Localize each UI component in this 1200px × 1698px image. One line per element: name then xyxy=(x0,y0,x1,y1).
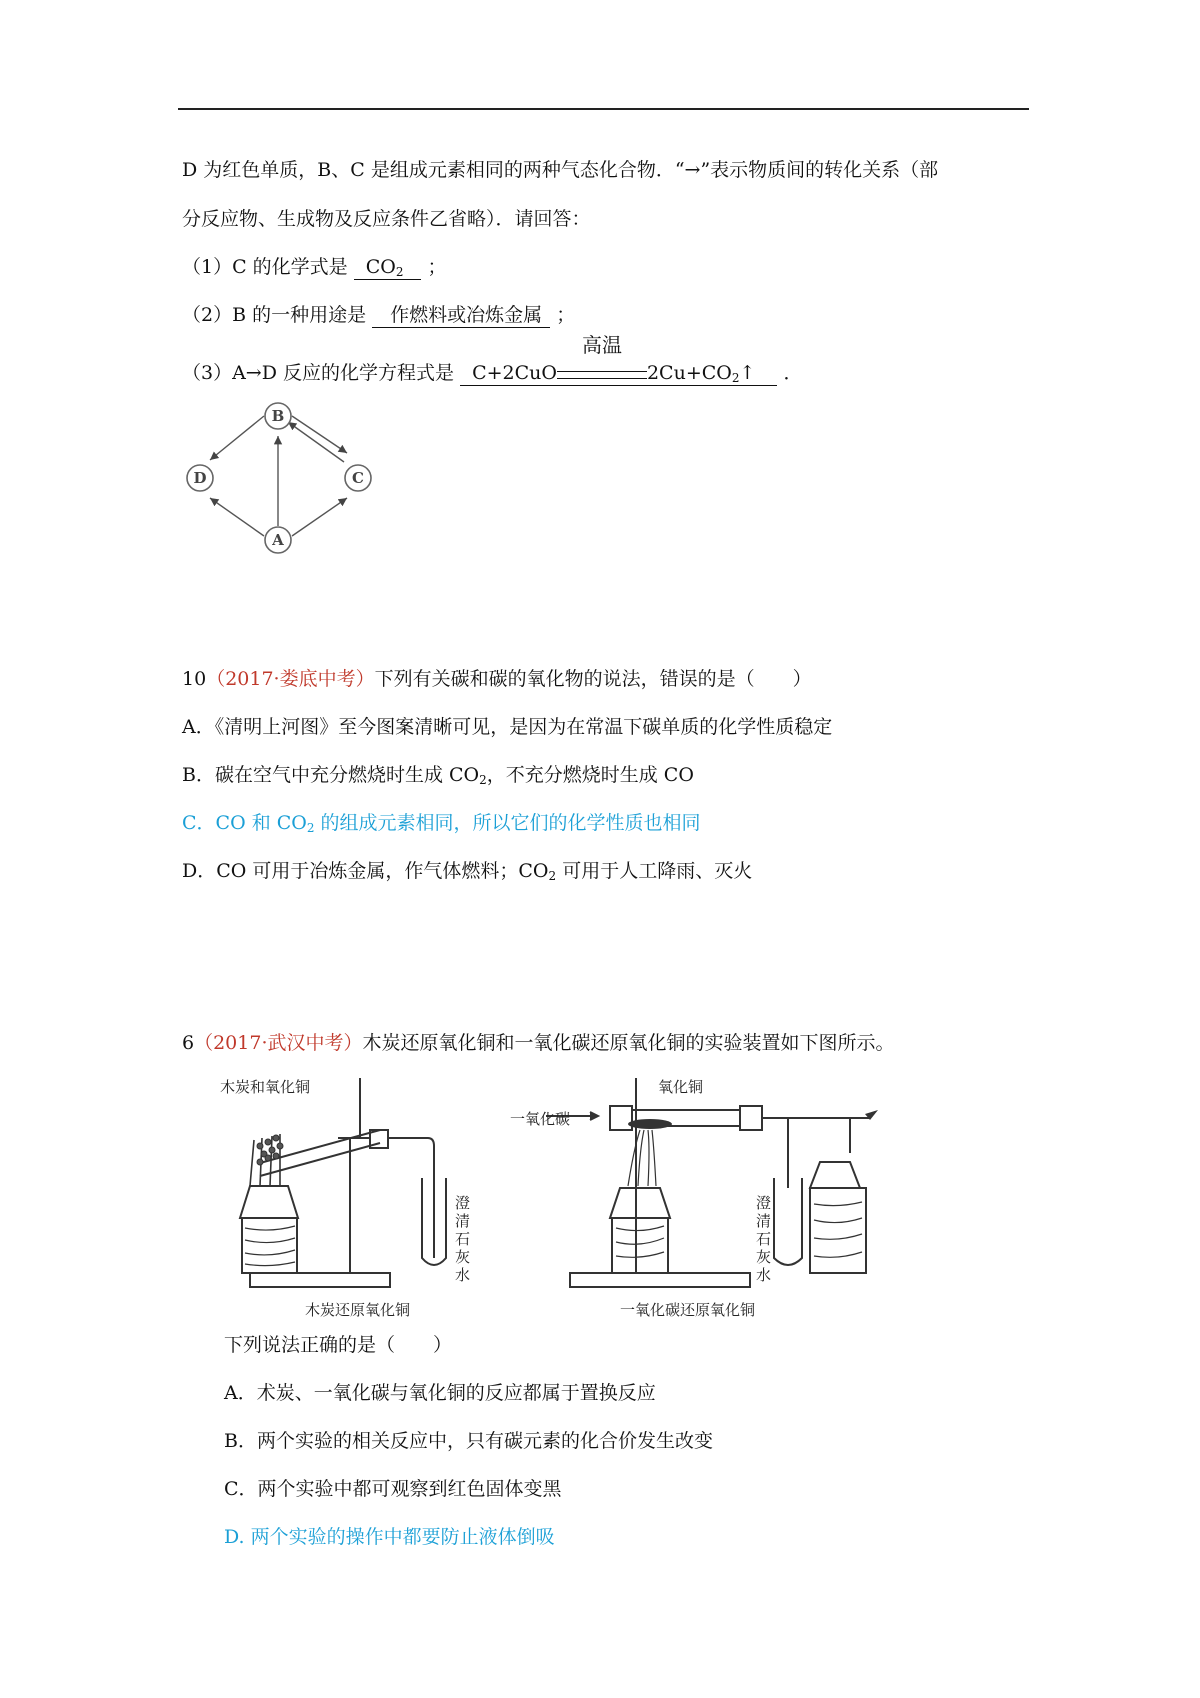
q10-option-d-part1: D．CO 可用于冶炼金属，作气体燃料；CO xyxy=(182,860,549,882)
label-co-gas: 一氧化碳 xyxy=(510,1110,571,1128)
q10-option-d-part2: 可用于人工降雨、灭火 xyxy=(556,860,753,882)
q9-equation-left: C+2CuO xyxy=(472,362,557,384)
q9-part2 xyxy=(182,302,575,328)
q6-option-d-answer: D. 两个实验的操作中都要防止液体倒吸 xyxy=(224,1526,555,1548)
q9-part1-answer-main: CO xyxy=(365,256,396,278)
q9-part2-end: ； xyxy=(556,304,576,326)
q9-part3-answer xyxy=(460,333,777,386)
q9-equals-sign xyxy=(557,371,647,379)
arrow-c-to-b xyxy=(288,422,344,462)
q9-part1-answer xyxy=(354,255,422,280)
wood-block-right xyxy=(810,1188,866,1273)
svg-text:石: 石 xyxy=(756,1230,772,1248)
header-rule xyxy=(178,108,1029,110)
q9-part2-answer: 作燃料或冶炼金属 xyxy=(372,303,550,328)
q10-option-c-answer xyxy=(182,810,701,836)
svg-text:灰: 灰 xyxy=(756,1248,772,1266)
node-a-label: A xyxy=(272,531,284,549)
test-tube-limewater-right xyxy=(774,1178,802,1265)
label-limewater-left xyxy=(455,1194,470,1284)
q9-equation-condition xyxy=(557,333,647,379)
q6-question: 下列说法正确的是（ ） xyxy=(224,1334,453,1356)
q9-part3 xyxy=(182,333,803,386)
q10-option-b-sub: 2 xyxy=(479,773,487,787)
svg-text:澄: 澄 xyxy=(756,1194,772,1212)
q10-option-b-part1: B．碳在空气中充分燃烧时生成 CO xyxy=(182,764,480,786)
q9-equation-right: 2Cu+CO xyxy=(646,362,732,384)
q9-equation-arrow: ↑ xyxy=(739,362,756,384)
q9-intro-line1: D 为红色单质，B、C 是组成元素相同的两种气态化合物．“→”表示物质间的转化关系（部 xyxy=(182,159,939,181)
q10-source: （2017·娄底中考） xyxy=(206,668,375,690)
q6-option-b: B．两个实验的相关反应中，只有碳元素的化合价发生改变 xyxy=(224,1430,713,1452)
stopper-inlet xyxy=(610,1106,632,1130)
q9-equation-right-sub: 2 xyxy=(731,371,740,385)
q10-option-c-sub: 2 xyxy=(306,821,315,835)
label-cuo: 氧化铜 xyxy=(658,1078,704,1096)
svg-text:水: 水 xyxy=(756,1266,772,1284)
q10-option-b xyxy=(182,762,694,788)
q10-option-c-part1: C．CO 和 CO xyxy=(182,812,307,834)
q9-part3-prompt: （3）A→D 反应的化学方程式是 xyxy=(182,362,455,384)
q9-part1-end: ； xyxy=(427,256,447,278)
figure-charcoal-reduction xyxy=(220,1068,485,1323)
q10-option-a: A．《清明上河图》至今图案清晰可见，是因为在常温下碳单质的化学性质稳定 xyxy=(182,716,833,738)
stand-base xyxy=(250,1273,390,1287)
cuo-powder xyxy=(628,1119,672,1129)
q6-option-a: A．术炭、一氧化碳与氧化铜的反应都属于置换反应 xyxy=(224,1382,656,1404)
figure-co-reduction xyxy=(510,1068,910,1323)
arrow-a-to-c xyxy=(292,498,347,536)
q10-option-d xyxy=(182,858,752,884)
q10-stem-text: 下列有关碳和碳的氧化物的说法，错误的是（ ） xyxy=(374,668,812,690)
q10-option-b-part2: ，不充分燃烧时生成 CO xyxy=(486,764,694,786)
q9-part3-end: ． xyxy=(783,362,803,384)
svg-text:石: 石 xyxy=(455,1230,471,1248)
caption-charcoal-reduction: 木炭还原氧化铜 xyxy=(305,1301,411,1319)
node-b-label: B xyxy=(271,407,285,425)
svg-text:灰: 灰 xyxy=(455,1248,471,1266)
svg-text:清: 清 xyxy=(756,1212,772,1230)
q10-stem xyxy=(182,666,812,692)
alcohol-burner-right xyxy=(610,1188,670,1218)
arrow-a-to-d xyxy=(210,498,264,536)
q6-stem-text: 木炭还原氧化铜和一氧化碳还原氧化铜的实验装置如下图所示。 xyxy=(362,1032,895,1054)
alcohol-burner xyxy=(240,1186,298,1218)
svg-text:水: 水 xyxy=(455,1266,471,1284)
q9-part1-prompt: （1）C 的化学式是 xyxy=(182,256,348,278)
q9-part1-answer-sub: 2 xyxy=(395,265,404,279)
q9-relation-diagram xyxy=(184,398,404,558)
node-c-label: C xyxy=(352,469,364,487)
stopper-outlet xyxy=(740,1106,762,1130)
caption-co-reduction: 一氧化碳还原氧化铜 xyxy=(620,1301,756,1319)
label-charcoal-cuo: 木炭和氧化铜 xyxy=(220,1078,311,1096)
q6-source: （2017·武汉中考） xyxy=(194,1032,363,1054)
svg-text:清: 清 xyxy=(455,1212,471,1230)
svg-text:澄: 澄 xyxy=(455,1194,471,1212)
arrow-b-to-d xyxy=(210,416,264,460)
arrow-b-to-c xyxy=(292,416,347,453)
stand-base-right xyxy=(570,1273,750,1287)
q6-stem xyxy=(182,1030,895,1056)
q6-number: 6 xyxy=(182,1032,195,1054)
q9-intro-line2: 分反应物、生成物及反应条件乙省略）．请回答： xyxy=(182,208,591,230)
q10-option-d-sub: 2 xyxy=(548,869,557,883)
q10-option-c-part2: 的组成元素相同，所以它们的化学性质也相同 xyxy=(314,812,701,834)
q9-condition-text: 高温 xyxy=(581,333,622,357)
q6-option-c: C．两个实验中都可观察到红色固体变黑 xyxy=(224,1478,562,1500)
q9-part2-prompt: （2）B 的一种用途是 xyxy=(182,304,367,326)
q9-part1 xyxy=(182,254,447,280)
node-d-label: D xyxy=(193,469,207,487)
label-limewater-right xyxy=(756,1194,771,1284)
q10-number: 10 xyxy=(182,668,207,690)
